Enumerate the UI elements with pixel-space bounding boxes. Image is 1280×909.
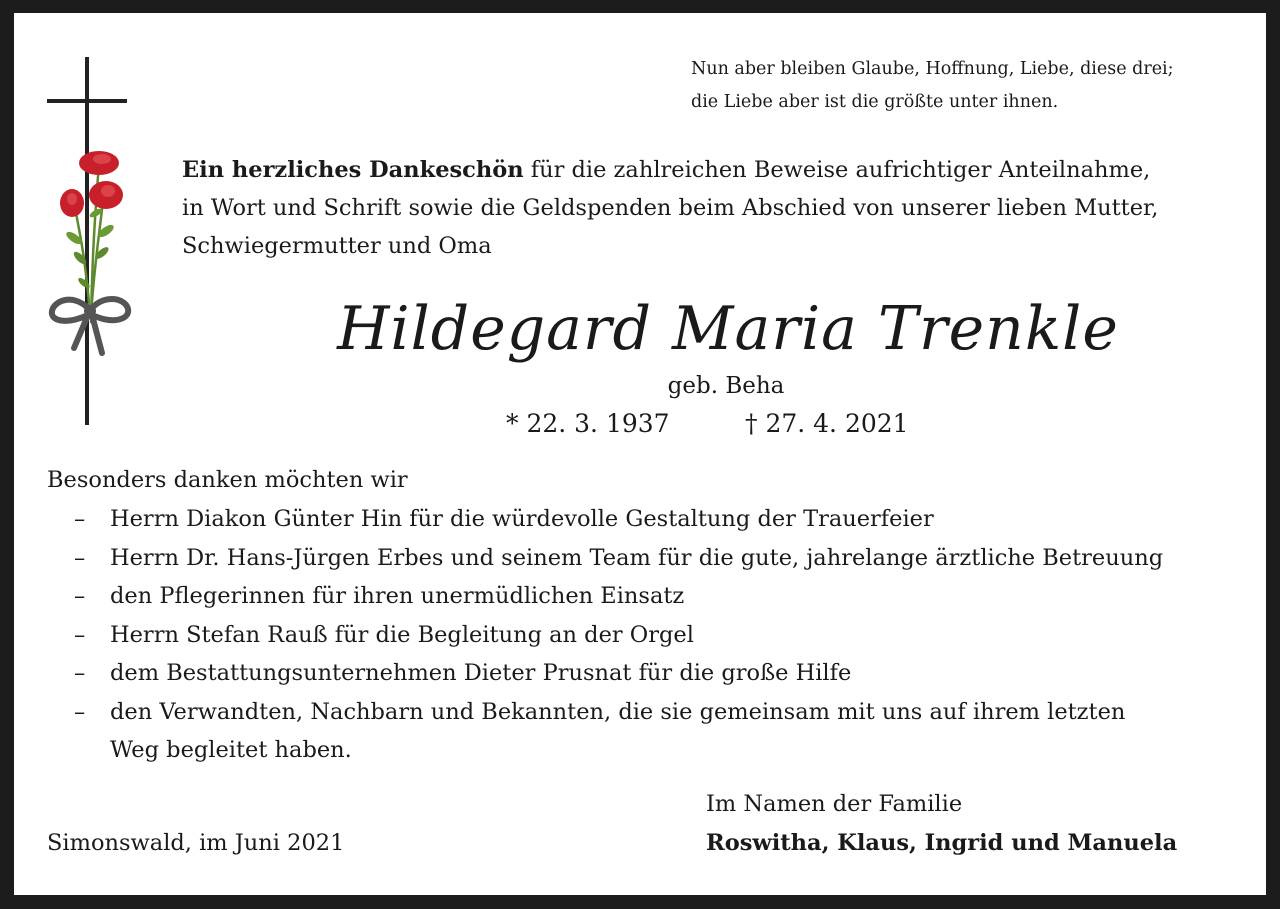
list-item: [74, 500, 1254, 539]
list-dash: –: [74, 583, 86, 609]
list-item-text: Herrn Diakon Günter Hin für die würdevolle Gestaltung der Trauerfeier: [110, 506, 934, 532]
thanks-line-1-rest: für die zahlreichen Beweise aufrichtiger Anteilnahme,: [523, 157, 1151, 183]
birth-date: * 22. 3. 1937: [506, 409, 670, 438]
thanks-heading: Ein herzliches Dankeschön: [182, 157, 524, 183]
place-and-date: Simonswald, im Juni 2021: [47, 830, 345, 856]
list-dash: –: [74, 698, 86, 725]
list-dash: –: [74, 621, 86, 648]
list-item-text: den Pflegerinnen für ihren unermüdlichen Einsatz: [110, 583, 685, 609]
list-item: [74, 616, 1254, 655]
thanks-line-1: [182, 151, 1242, 189]
list-dash: –: [74, 660, 86, 686]
list-item-text: den Verwandten, Nachbarn und Bekannten, die sie gemeinsam mit uns auf ihrem letzten: [110, 698, 1126, 725]
deceased-name: Hildegard Maria Trenkle: [337, 294, 1119, 364]
list-item: [74, 539, 1254, 578]
list-item-text: Herrn Dr. Hans-Jürgen Erbes und seinem Team für die gute, jahrelange ärztliche Betreuung: [110, 544, 1164, 571]
list-item: [74, 693, 1254, 770]
list-item: [74, 577, 1254, 616]
thanks-line-2: in Wort und Schrift sowie die Geldspenden beim Abschied von unserer lieben Mutter,: [182, 195, 1159, 221]
list-item: [74, 654, 1254, 693]
death-date: † 27. 4. 2021: [745, 409, 909, 438]
list-dash: –: [74, 544, 86, 571]
list-item-text: Herrn Stefan Rauß für die Begleitung an der Orgel: [110, 621, 694, 648]
thanks-paragraph: [182, 151, 1242, 265]
verse-line-2: die Liebe aber ist die größte unter ihnen.: [691, 92, 1059, 112]
family-label: Im Namen der Familie: [706, 791, 963, 817]
special-thanks-list: [74, 500, 1254, 770]
special-thanks-intro: Besonders danken möchten wir: [47, 467, 408, 493]
verse-line-1: Nun aber bleiben Glaube, Hoffnung, Liebe, diese drei;: [691, 59, 1174, 79]
family-names: Roswitha, Klaus, Ingrid und Manuela: [706, 830, 1178, 856]
thanks-line-3: Schwiegermutter und Oma: [182, 233, 492, 259]
obituary-card: [14, 13, 1266, 895]
bible-verse: [691, 53, 1251, 119]
maiden-name: geb. Beha: [667, 373, 785, 399]
list-item-text: dem Bestattungsunternehmen Dieter Prusnat für die große Hilfe: [110, 660, 852, 686]
list-dash: –: [74, 506, 86, 532]
list-item-continuation: Weg begleitet haben.: [110, 737, 352, 763]
